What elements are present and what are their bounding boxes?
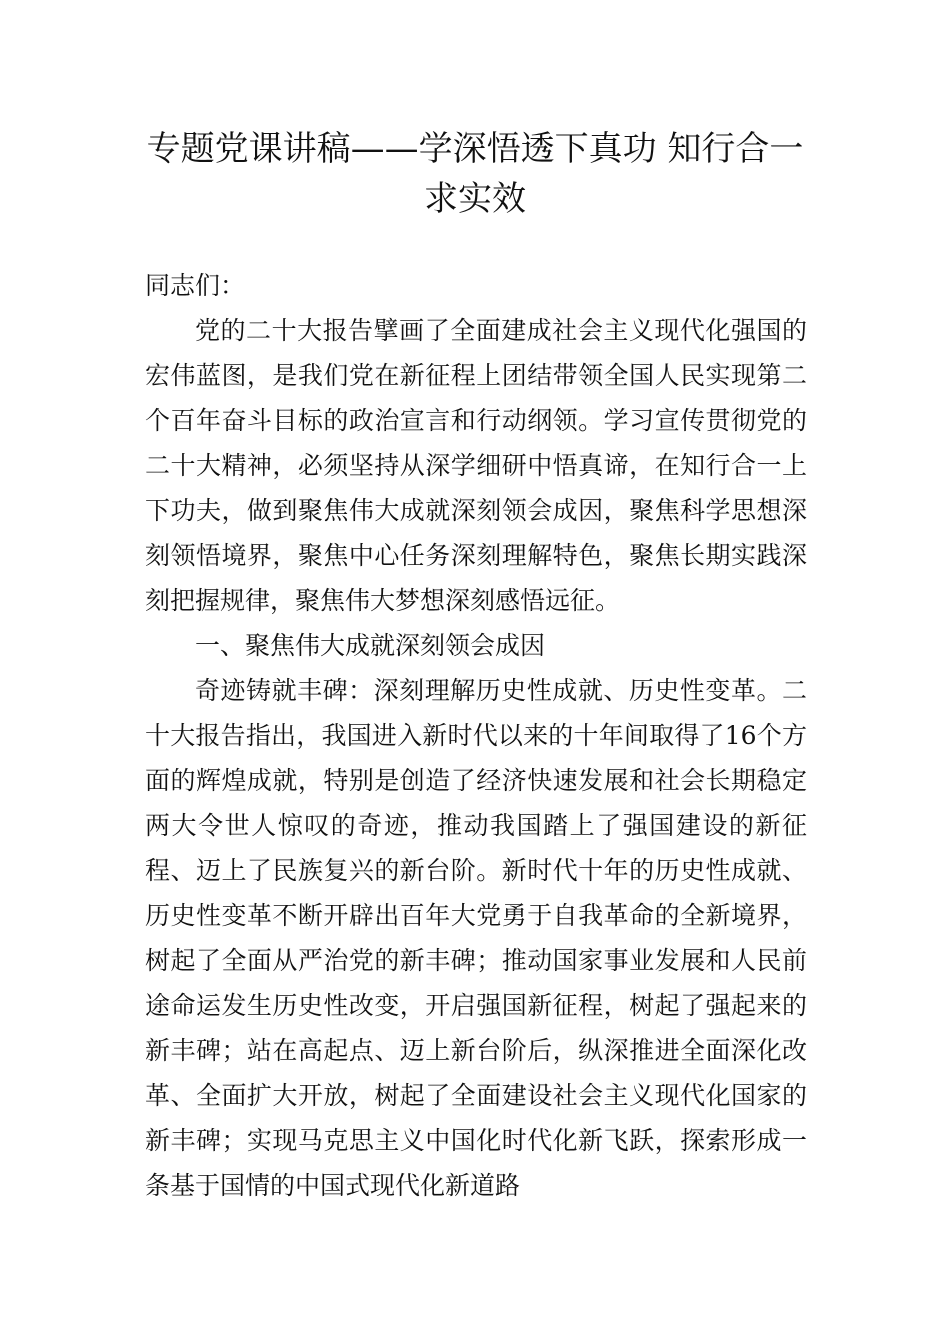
salutation: 同志们： bbox=[145, 271, 246, 300]
document-title: 专题党课讲稿——学深悟透下真功 知行合一求实效 bbox=[146, 129, 804, 219]
section-heading-1: 一、聚焦伟大成就深刻领会成因 bbox=[195, 631, 546, 660]
document-body bbox=[145, 263, 807, 1208]
paragraph-achievements: 奇迹铸就丰碑：深刻理解历史性成就、历史性变革。二十大报告指出，我国进入新时代以来的十年间取得了16个方面的辉煌成就，特别是创造了经济快速发展和社会长期稳定两大令世人惊叹的奇迹，推动我国踏上了强国建设的新征程、迈上了民族复兴的新台阶。新时代十年的历史性成就、历史性变革不断开辟出百年大党勇于自我革命的全新境界，树起了全面从严治党的新丰碑；推动国家事业发展和人民前途命运发生历史性改变，开启强国新征程，树起了强起来的新丰碑；站在高起点、迈上新台阶后，纵深推进全面深化改革、全面扩大开放，树起了全面建设社会主义现代化国家的新丰碑；实现马克思主义中国化时代化新飞跃，探索形成一条基于国情的中国式现代化新道路 bbox=[145, 676, 807, 1200]
paragraph-intro: 党的二十大报告擘画了全面建成社会主义现代化强国的宏伟蓝图，是我们党在新征程上团结带领全国人民实现第二个百年奋斗目标的政治宣言和行动纲领。学习宣传贯彻党的二十大精神，必须坚持从深学细研中悟真谛，在知行合一上下功夫，做到聚焦伟大成就深刻领会成因，聚焦科学思想深刻领悟境界，聚焦中心任务深刻理解特色，聚焦长期实践深刻把握规律，聚焦伟大梦想深刻感悟远征。 bbox=[145, 316, 807, 615]
